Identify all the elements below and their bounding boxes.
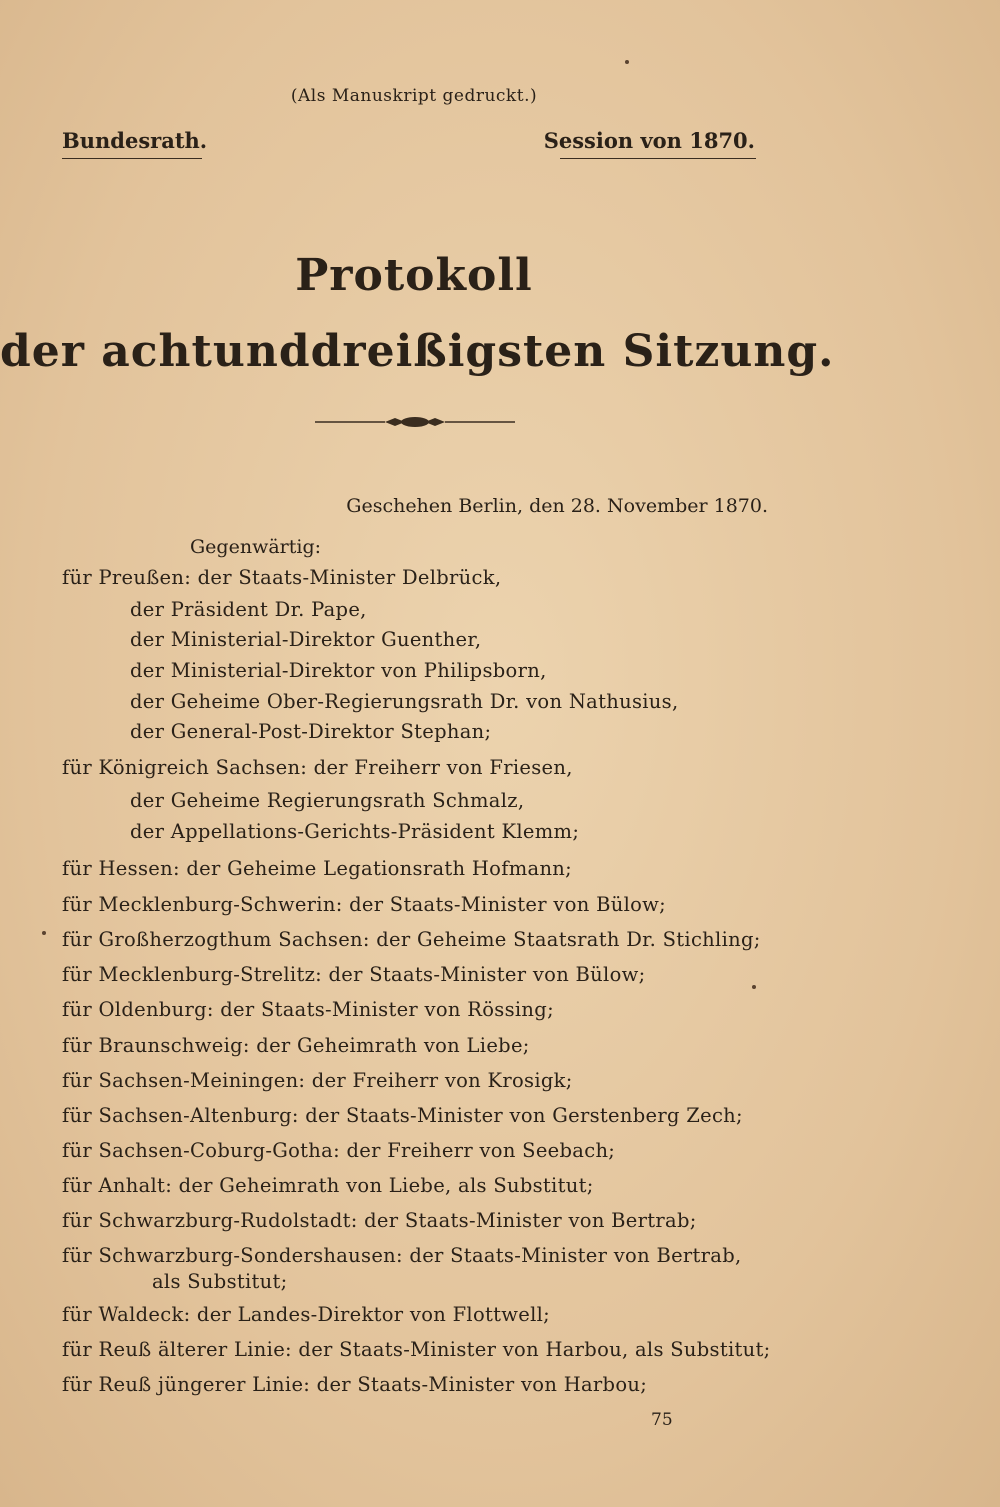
dateline: Geschehen Berlin, den 28. November 1870. [346,495,768,517]
entry-waldeck: für Waldeck: der Landes-Direktor von Flottwell; [62,1303,551,1326]
specks [752,985,756,989]
title-sitzung: der achtunddreißigsten Sitzung. [0,326,835,377]
specks [625,60,629,64]
manuscript-note: (Als Manuskript gedruckt.) [290,86,538,106]
entry-schwarzburg-sondershausen-substitut: als Substitut; [152,1270,288,1293]
title-protokoll: Protokoll [295,250,533,301]
header-left-bundesrath: Bundesrath. [62,128,208,153]
entry-preussen-stephan: der General-Post-Direktor Stephan; [130,720,492,743]
entry-mecklenburg-schwerin: für Mecklenburg-Schwerin: der Staats-Minister von Bülow; [62,893,667,916]
ornament-divider-icon [315,410,515,434]
entry-braunschweig: für Braunschweig: der Geheimrath von Liebe; [62,1034,530,1057]
entry-grossherzogthum-sachsen: für Großherzogthum Sachsen: der Geheime Staatsrath Dr. Stichling; [62,928,761,951]
entry-preussen-pape: der Präsident Dr. Pape, [130,598,367,621]
entry-sachsen-klemm: der Appellations-Gerichts-Präsident Klemm; [130,820,580,843]
entry-reuss-juengere: für Reuß jüngerer Linie: der Staats-Minister von Harbou; [62,1373,648,1396]
entry-sachsen-coburg-gotha: für Sachsen-Coburg-Gotha: der Freiherr von Seebach; [62,1139,616,1162]
entry-oldenburg: für Oldenburg: der Staats-Minister von Rössing; [62,998,554,1021]
specks [42,931,46,935]
header-right-session: Session von 1870. [543,128,755,153]
entry-sachsen-schmalz: der Geheime Regierungsrath Schmalz, [130,789,525,812]
entry-preussen: für Preußen: der Staats-Minister Delbrück, [62,566,502,589]
entry-preussen-nathusius: der Geheime Ober-Regierungsrath Dr. von Nathusius, [130,690,679,713]
present-label: Gegenwärtig: [190,536,322,558]
header-left-underline [62,158,202,159]
page-number: 75 [651,1410,673,1430]
entry-sachsen-altenburg: für Sachsen-Altenburg: der Staats-Minister von Gerstenberg Zech; [62,1104,743,1127]
entry-schwarzburg-rudolstadt: für Schwarzburg-Rudolstadt: der Staats-Minister von Bertrab; [62,1209,697,1232]
entry-reuss-aeltere: für Reuß älterer Linie: der Staats-Minister von Harbou, als Substitut; [62,1338,771,1361]
entry-sachsen: für Königreich Sachsen: der Freiherr von Friesen, [62,756,573,779]
header-right-underline [560,158,756,159]
entry-mecklenburg-strelitz: für Mecklenburg-Strelitz: der Staats-Minister von Bülow; [62,963,646,986]
entry-hessen: für Hessen: der Geheime Legationsrath Hofmann; [62,857,573,880]
entry-sachsen-meiningen: für Sachsen-Meiningen: der Freiherr von Krosigk; [62,1069,573,1092]
entry-anhalt: für Anhalt: der Geheimrath von Liebe, als Substitut; [62,1174,594,1197]
entry-schwarzburg-sondershausen: für Schwarzburg-Sondershausen: der Staats-Minister von Bertrab, [62,1244,742,1267]
entry-preussen-philipsborn: der Ministerial-Direktor von Philipsborn, [130,659,547,682]
entry-preussen-guenther: der Ministerial-Direktor Guenther, [130,628,482,651]
